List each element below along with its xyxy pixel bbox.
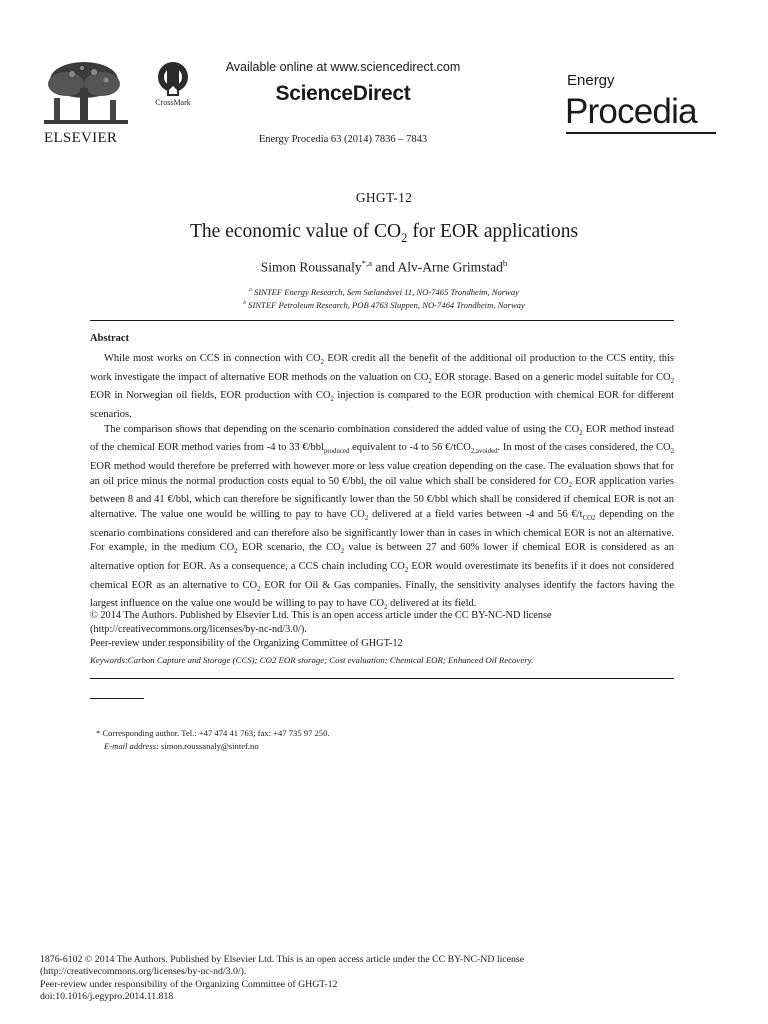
crossmark-icon	[156, 60, 190, 98]
license-link[interactable]: (http://creativecommons.org/licenses/by-nc-nd/3.0/).	[90, 623, 307, 635]
license-line: © 2014 The Authors. Published by Elsevier Ltd. This is an open access article under the CC BY-NC-ND license	[90, 610, 552, 621]
sciencedirect-logo[interactable]: ScienceDirect	[275, 82, 411, 105]
journal-name-bottom: Procedia	[565, 92, 697, 131]
footnote-rule	[90, 698, 144, 699]
crossmark-badge[interactable]	[148, 60, 198, 110]
corresponding-author: * Corresponding author. Tel.: +47 474 41 763; fax: +47 735 97 250.	[96, 728, 330, 738]
keywords-text: Carbon Capture and Storage (CCS); CO2 EOR storage; Cost evaluation; Chemical EOR; Enhanced Oil Recovery.	[127, 655, 534, 665]
bottom-peer-review: Peer-review under responsibility of the Organizing Committee of GHGT-12	[40, 978, 338, 990]
crossmark-label: CrossMark	[155, 98, 191, 107]
abstract-paragraph: While most works on CCS in connection with $CO_2$ EOR credit all the benefit of the additional oil production to the CCS entity, this work investigate the impact of alternative EOR methods on the valuation on $CO_2$ EOR storage. Based on a generic model suitable for $CO_2$ EOR in Norwegian oil fields, EOR production with $CO_2$ injection is compared to the EOR production with chemical EOR for different scenarios.	[90, 353, 674, 421]
journal-reference: Energy Procedia 63 (2014) 7836 – 7843	[258, 134, 428, 145]
publisher-name: ELSEVIER	[44, 130, 118, 146]
abstract-heading: Abstract	[90, 333, 130, 344]
elsevier-logo	[36, 58, 136, 148]
abstract-top-rule	[90, 320, 674, 321]
elsevier-tree-icon	[36, 58, 136, 130]
abstract-paragraph: The comparison shows that depending on the scenario combination considered the added value of using the $CO_2$ EOR method instead of the chemical EOR method varies from -4 to 33 €/bbl$_{produced}$ equivalent to -4 to 56 €/tCO$_{2,avoided}$. In most of the cases considered, the $CO_2$ EOR method would therefore be preferred with however more or less value creation depending on the case. The evaluation shows that for an oil price minus the normal production costs equal to 50 €/bbl, the oil value which shall be considered for $CO_2$ EOR application varies between 8 and 41 €/bbl, which can therefore be significantly lower than the 50 €/bbl which shall be considered if chemical EOR is not an alternative. The value one would be willing to pay to have $CO_2$ delivered at a field varies between -4 and 56 $€/t_{CO2}$ depending on the scenario combinations considered and can therefore also be significantly lower than in cases in which chemical EOR is not an alternative. For example, in the medium $CO_2$ EOR scenario, the $CO_2$ value is between 27 and 60% lower if chemical EOR is considered as an alternative option for EOR. As a consequence, a CCS chain including $CO_2$ EOR would overestimate its benefits if it does not considered chemical EOR as an alternative to $CO_2$ EOR for Oil & Gas companies. Finally, the sensitivity analyses identify the factors having the largest influence on the value one would be willing to pay to have $CO_2$ delivered at its field.	[90, 423, 674, 612]
license-notice	[90, 609, 674, 650]
conference-label: GHGT-12	[355, 190, 413, 205]
peer-review-line: Peer-review under responsibility of the Organizing Committee of GHGT-12	[90, 637, 403, 649]
affiliation-a: $^a$ SINTEF Energy Research, Sem Sælandsvei 11, NO-7465 Trondheim, Norway	[249, 287, 519, 297]
abstract-bottom-rule	[90, 678, 674, 679]
author-name[interactable]: Alv-Arne Grimstad	[397, 259, 503, 275]
author-name[interactable]: Simon Roussanaly	[260, 259, 362, 275]
journal-name-top: Energy	[567, 72, 615, 89]
bottom-license-link[interactable]: (http://creativecommons.org/licenses/by-nc-nd/3.0/).	[40, 966, 247, 978]
paper-title: The economic value of $CO_2$ for EOR applications	[189, 221, 579, 245]
keywords-label: Keywords:	[90, 655, 128, 665]
corresponding-footnote	[96, 727, 596, 753]
author-list: Simon Roussanaly$^{*,a}$ and Alv-Arne Grimstad$^b$	[260, 258, 508, 275]
issn-line: 1876-6102 © 2014 The Authors. Published by Elsevier Ltd. This is an open access article under the CC BY-NC-ND license	[40, 954, 525, 965]
email-link[interactable]: simon.roussanaly@sintef.no	[158, 741, 259, 751]
keywords	[90, 655, 674, 665]
journal-logo-rule	[566, 132, 716, 134]
available-online-link[interactable]: Available online at www.sciencedirect.com	[225, 60, 461, 74]
abstract-body	[90, 352, 674, 616]
affiliation-b: $^b$ SINTEF Petroleum Research, POB 4763 Sluppen, NO-7464 Trondheim, Norway	[243, 300, 525, 310]
email-label: E-mail address:	[104, 741, 159, 751]
doi-link[interactable]: doi:10.1016/j.egypro.2014.11.818	[40, 991, 174, 1003]
bottom-notice	[40, 954, 740, 1004]
